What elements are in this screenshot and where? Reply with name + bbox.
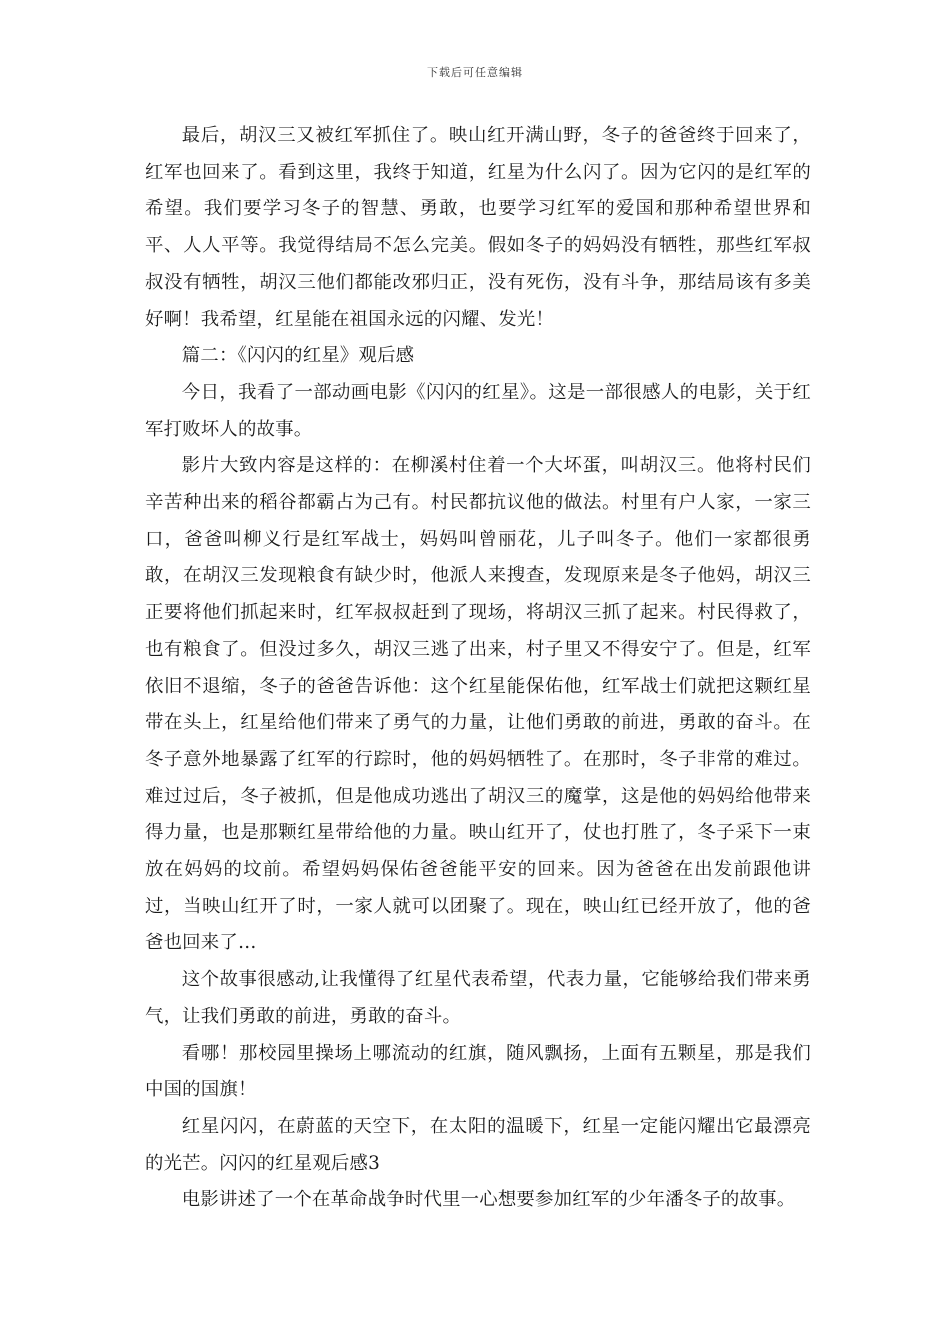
paragraph-part-three-intro: 电影讲述了一个在革命战争时代里一心想要参加红军的少年潘冬子的故事。: [181, 1189, 796, 1211]
paragraph-intro: 今日，我看了一部动画电影《闪闪的红星》。这是一部很感人的电影，关于红军打败坏人的故事。: [145, 381, 811, 440]
paragraph-red-star: 红星闪闪，在蔚蓝的天空下，在太阳的温暖下，红星一定能闪耀出它最漂亮的光芒。闪闪的红星观后感3: [145, 1115, 811, 1174]
paragraph-plot-summary: 影片大致内容是这样的：在柳溪村住着一个大坏蛋，叫胡汉三。他将村民们辛苦种出来的稻谷都霸占为己有。村民都抗议他的做法。村里有户人家，一家三口，爸爸叫柳义行是红军战士，妈妈叫曾丽花，儿子叫冬子。他们一家都很勇敢，在胡汉三发现粮食有缺少时，他派人来搜查，发现原来是冬子他妈，胡汉三正要将他们抓起来时，红军叔叔赶到了现场，将胡汉三抓了起来。村民得救了，也有粮食了。但没过多久，胡汉三逃了出来，村子里又不得安宁了。但是，红军依旧不退缩，冬子的爸爸告诉他：这个红星能保佑他，红军战士们就把这颗红星带在头上，红星给他们带来了勇气的力量，让他们勇敢的前进，勇敢的奋斗。在冬子意外地暴露了红军的行踪时，他的妈妈牺牲了。在那时，冬子非常的难过。难过过后，冬子被抓，但是他成功逃出了胡汉三的魔掌，这是他的妈妈给他带来得力量，也是那颗红星带给他的力量。映山红开了，仗也打胜了，冬子采下一束放在妈妈的坟前。希望妈妈保佑爸爸能平安的回来。因为爸爸在出发前跟他讲过，当映山红开了时，一家人就可以团聚了。现在，映山红已经开放了，他的爸爸也回来了…: [145, 455, 811, 954]
paragraph-ending-reflection: 最后，胡汉三又被红军抓住了。映山红开满山野，冬子的爸爸终于回来了，红军也回来了。看到这里，我终于知道，红星为什么闪了。因为它闪的是红军的希望。我们要学习冬子的智慧、勇敢，也要学习红军的爱国和那种希望世界和平、人人平等。我觉得结局不怎么完美。假如冬子的妈妈没有牺牲，那些红军叔叔没有牺牲，胡汉三他们都能改邪归正，没有死伤，没有斗争，那结局该有多美好啊！我希望，红星能在祖国永远的闪耀、发光！: [145, 125, 811, 330]
document-body: [145, 118, 811, 1219]
paragraph-flag: 看哪！那校园里操场上哪流动的红旗，随风飘扬，上面有五颗星，那是我们中国的国旗！: [145, 1042, 811, 1101]
paragraph-lesson: 这个故事很感动,让我懂得了红星代表希望，代表力量，它能够给我们带来勇气，让我们勇敢的前进，勇敢的奋斗。: [145, 969, 811, 1027]
section-heading-part-two: 篇二：《闪闪的红星》观后感: [181, 345, 415, 367]
page-header: 下载后可任意编辑: [427, 66, 523, 79]
